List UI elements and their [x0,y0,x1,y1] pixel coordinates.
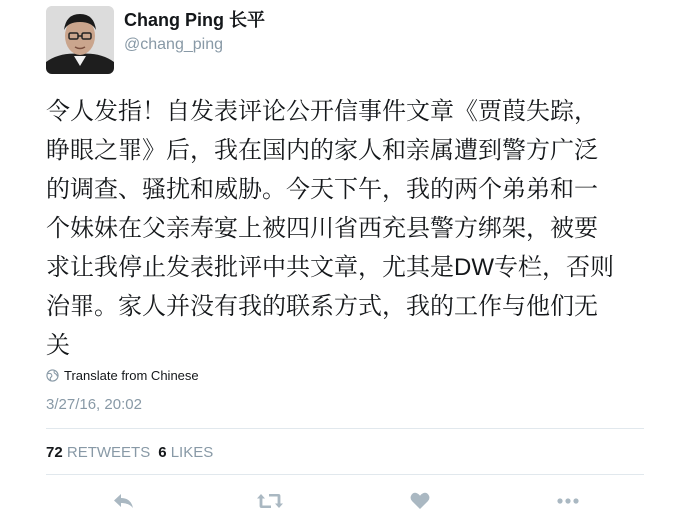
divider [46,428,644,429]
author-info [124,8,265,56]
display-name[interactable]: Chang Ping 长平 [124,10,265,30]
like-button[interactable] [408,486,432,516]
user-handle[interactable]: @chang_ping [124,36,223,53]
more-icon [556,497,580,505]
retweets-stat[interactable] [46,444,150,461]
retweet-icon [256,492,284,510]
reply-button[interactable] [110,486,138,516]
tweet-header [46,6,666,76]
more-button[interactable] [554,486,582,516]
tweet-stats [46,443,213,463]
retweets-count: 72 [46,444,63,461]
reply-icon [113,492,135,510]
likes-label: LIKES [170,444,214,461]
tweet-timestamp[interactable]: 3/27/16, 20:02 [46,396,142,413]
likes-count: 6 [158,444,167,461]
retweet-button[interactable] [254,486,286,516]
tweet-text: 令人发指！自发表评论公开信事件文章《贾葭失踪， 睁眼之罪》后，我在国内的家人和亲属遭到警方广泛 的调查、骚扰和威胁。今天下午，我的两个弟弟和一 个妹妹在父亲寿宴上被四川省西充县警方绑架，被要 求让我停止发表批评中共文章，尤其是DW专栏，否则 治罪。家人并没有我的联系方式，我的工作与他们无 关 [46,98,614,359]
avatar[interactable] [46,6,114,74]
likes-stat[interactable] [158,444,213,461]
avatar-photo-icon [46,6,114,74]
translate-label[interactable]: Translate from Chinese [64,367,199,383]
divider [46,474,644,475]
globe-icon [46,369,59,382]
tweet-actions [46,486,656,516]
heart-icon [410,492,430,510]
retweets-label: RETWEETS [66,444,151,461]
translate-link[interactable] [46,366,199,384]
